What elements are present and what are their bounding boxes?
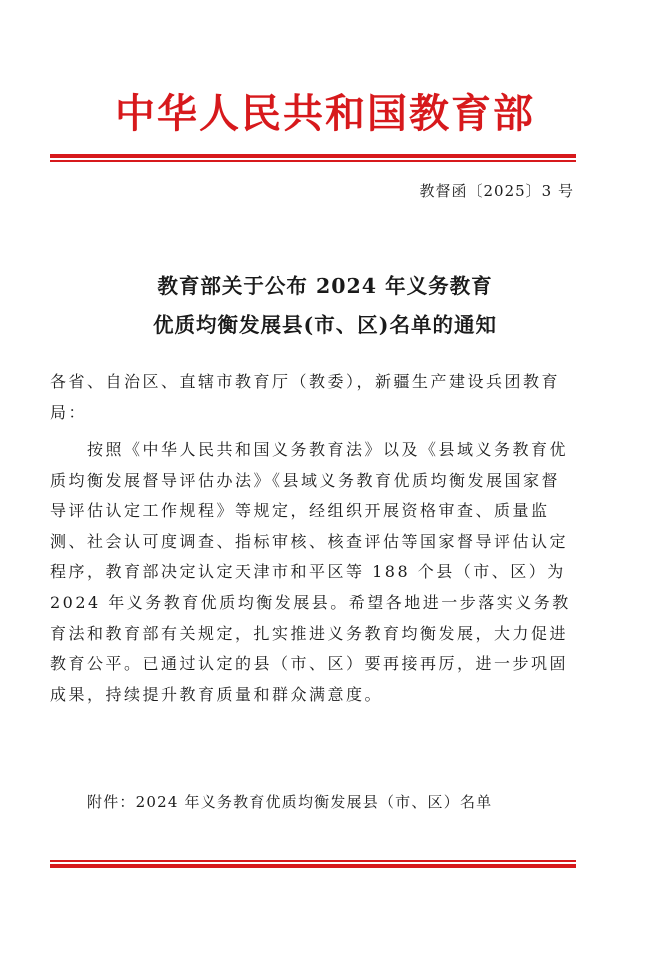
masthead: 中华人民共和国教育部 [115, 90, 535, 137]
footer-rule-thin [50, 860, 576, 862]
attachment-note: 附件：2024 年义务教育优质均衡发展县（市、区）名单 [87, 793, 493, 811]
salutation: 各省、自治区、直辖市教育厅（教委），新疆生产建设兵团教育局： [50, 372, 561, 422]
notice-title-line-1: 教育部关于公布 2024 年义务教育 [157, 274, 493, 298]
document-number: 教督函〔2025〕3 号 [419, 182, 574, 200]
masthead-rule-thick [50, 154, 576, 158]
body-paragraph: 按照《中华人民共和国义务教育法》以及《县域义务教育优质均衡发展督导评估办法》《县域义务教育优质均衡发展国家督导评估认定工作规程》等规定，经组织开展资格审查、质量监测、社会认可度调查、指标审核、核查评估等国家督导评估认定程序，教育部决定认定天津市和平区等 188 个县（市、区）为 2024 年义务教育优质均衡发展县。希望各地进一步落实义务教育法和教育部有关规定，扎实推进义务教育均衡发展，大力促进教育公平。已通过认定的县（市、区）要再接再厉，进一步巩固成果，持续提升教育质量和群众满意度。 [50, 440, 571, 704]
notice-title-line-2: 优质均衡发展县(市、区)名单的通知 [153, 313, 497, 337]
masthead-rule-thin [50, 160, 576, 162]
footer-rule-thick [50, 864, 576, 868]
